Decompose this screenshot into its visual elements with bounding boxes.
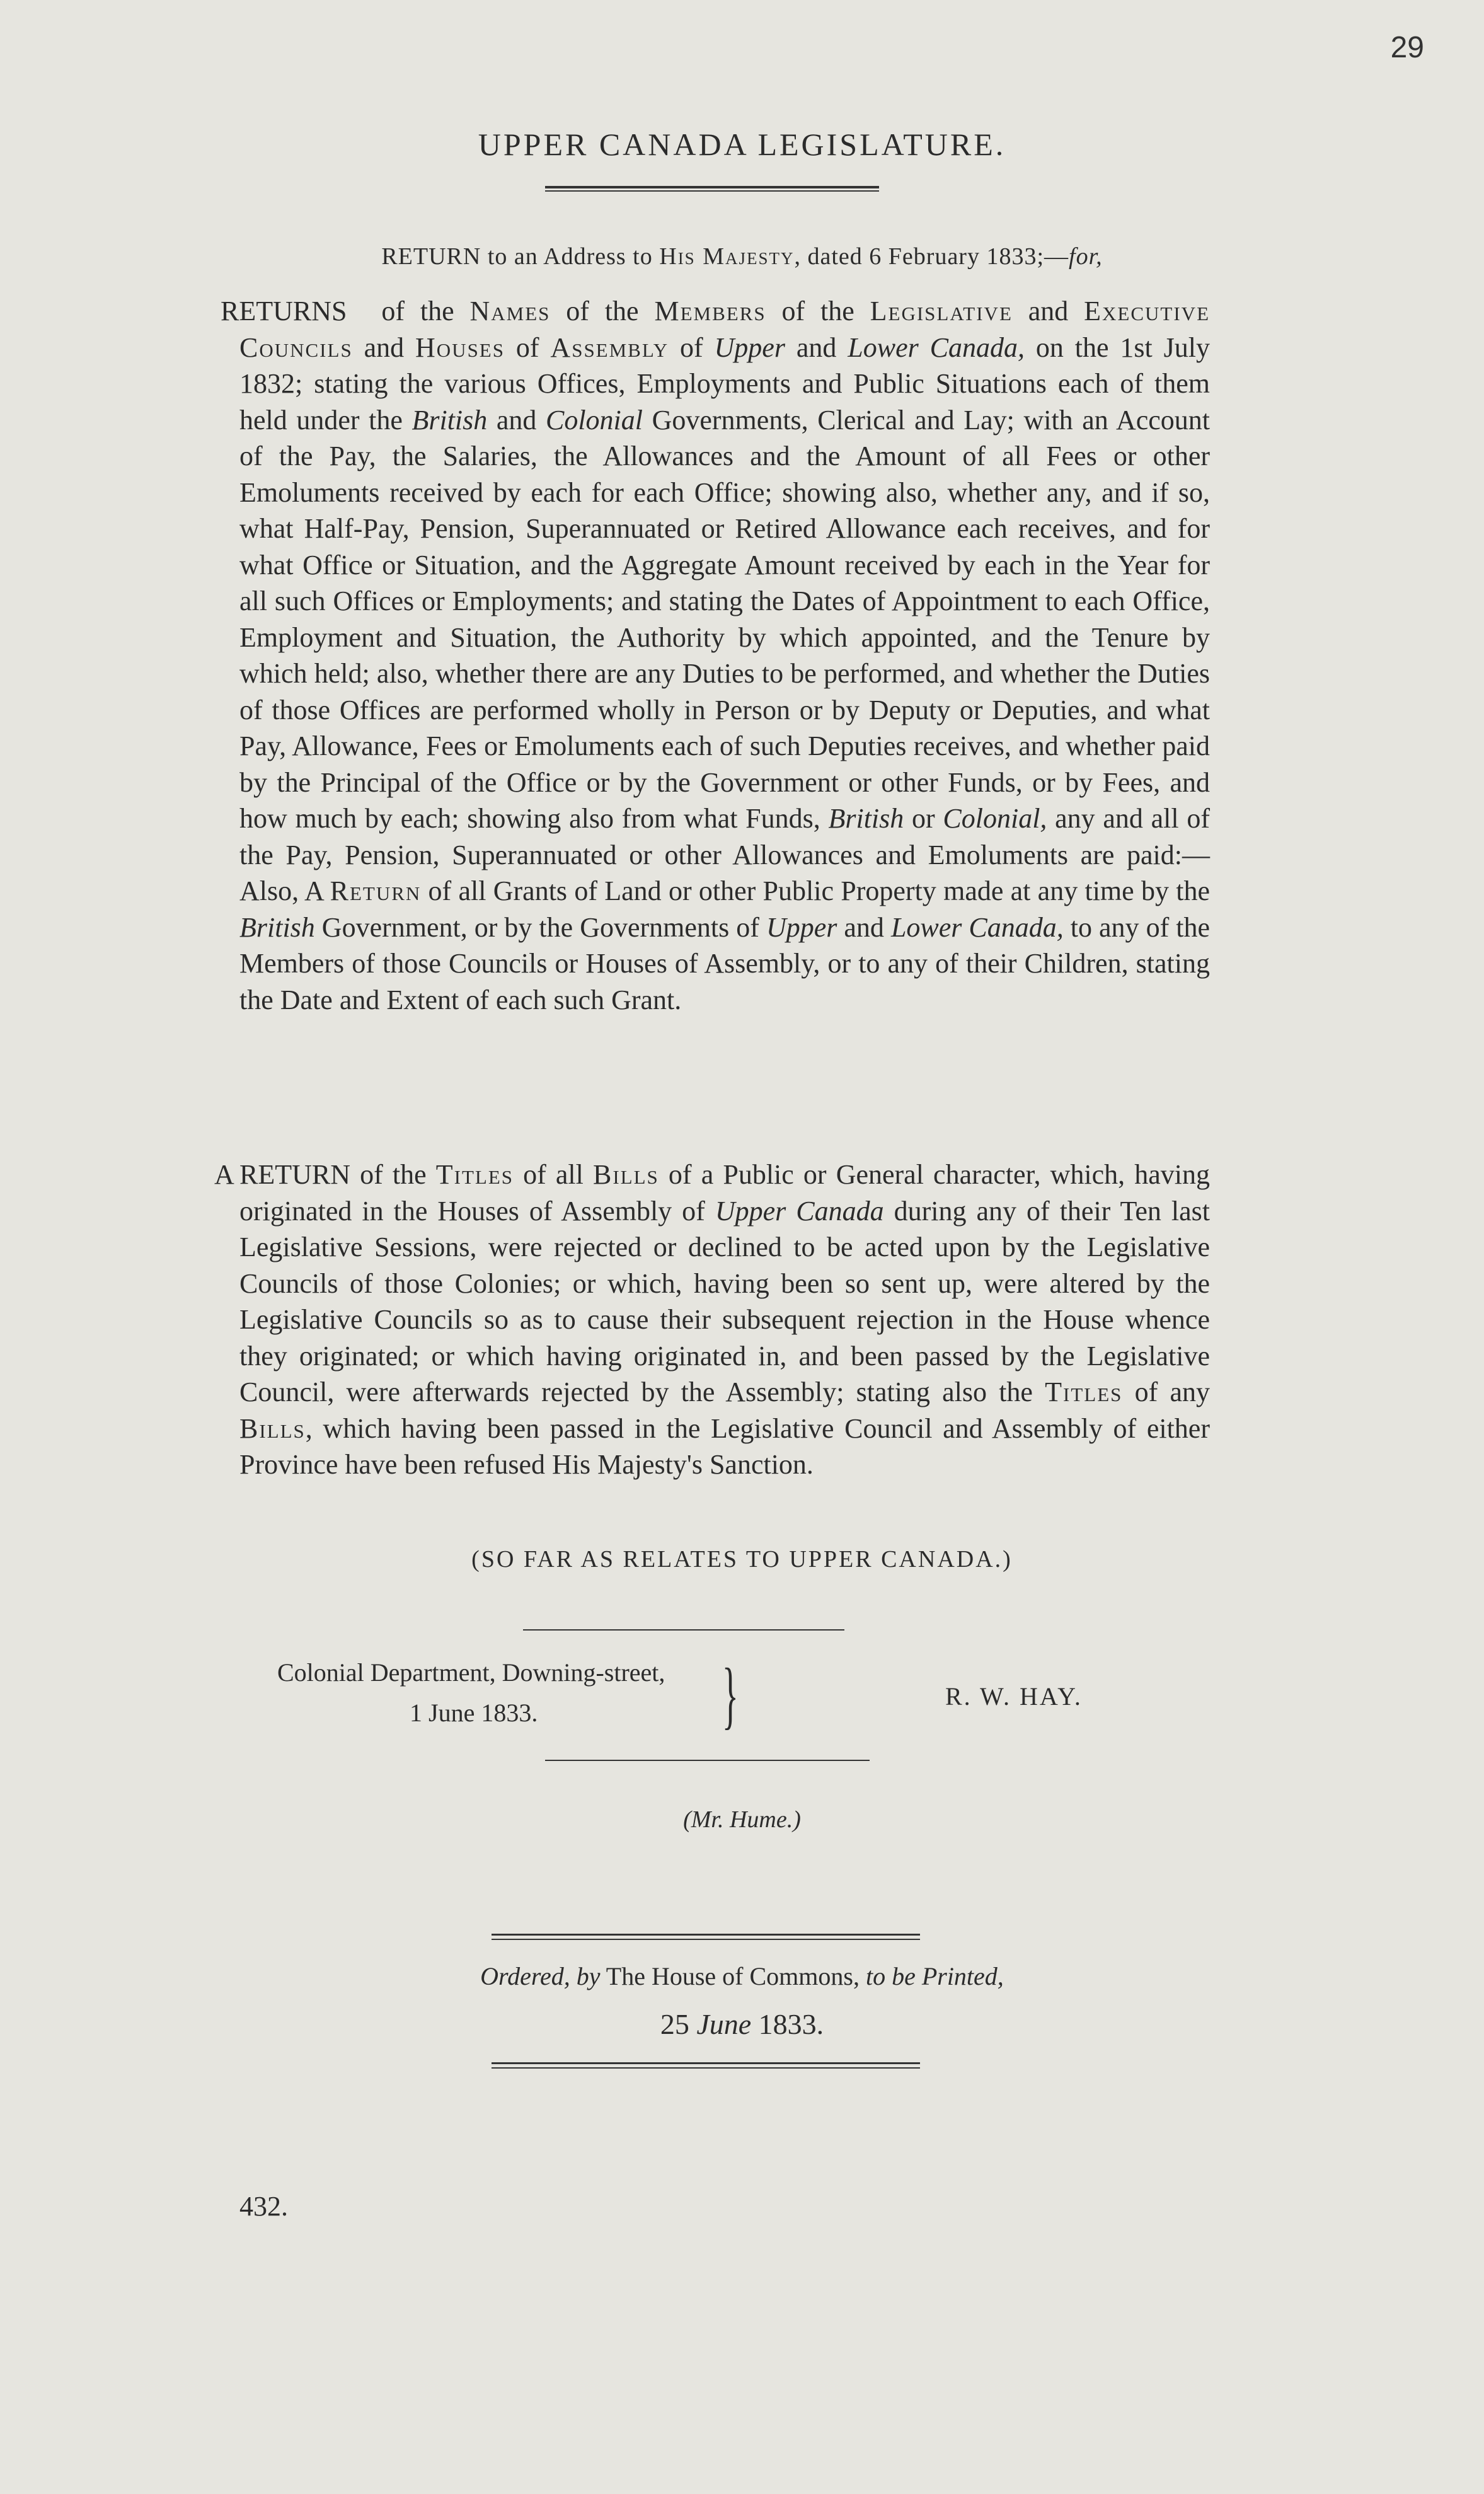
paragraph-lead: RETURNS [221, 296, 347, 326]
double-rule-top [492, 1934, 920, 1936]
signature-department: Colonial Department, Downing-street, [277, 1658, 665, 1687]
subtitle-for: for, [1069, 243, 1103, 270]
mover-name: (Mr. Hume.) [683, 1806, 801, 1833]
sessional-paper-number: 432. [239, 2191, 288, 2222]
returns-paragraph: RETURNS of the Names of the Members of the Legislative and Executive Councils and Houses of Assembly of Upper and Lower Canada, on the 1st July 1832; stating the various Offices, Employments and Public Situations each of them held under the British and Colonial Governments, Clerical and Lay; with an Account of the Pay, the Salaries, the Allowances and the Amount of all Fees or other Emoluments received by each for each Office; showing also, whether any, and if so, what Half-Pay, Pension, Superannuated or Retired Allowance each receives, and for what Office or Situation, and the Aggregate Amount received by each in the Year for all such Offices or Employments; and stating the Dates of Appointment to each Office, Employment and Situation, the Authority by which appointed, and the Tenure by which held; also, whether there are any Duties to be performed, and whether the Duties of those Offices are performed wholly in Person or by Deputy or Deputies, and what Pay, Allowance, Fees or Emoluments each of such Deputies receives, and whether paid by the Principal of the Office or by the Government or other Funds, or by Fees, and how much by each; showing also from what Funds, British or Colonial, any and all of the Pay, Pension, Superannuated or other Allowances and Emoluments are paid:— Also, A Return of all Grants of Land or other Public Property made at any time by the British Government, or by the Governments of Upper and Lower Canada, to any of the Members of those Councils or Houses of Assembly, or to any of their Children, stating the Date and Extent of each such Grant. [239, 293, 1210, 1018]
double-rule-bottom [492, 2062, 920, 2064]
brace-symbol: } [722, 1653, 739, 1736]
subtitle-prefix: RETURN to an Address to [381, 243, 660, 270]
subtitle-majesty: His Majesty [659, 243, 795, 270]
separator-rule [545, 1760, 870, 1761]
double-rule-top-thin [492, 1939, 920, 1940]
signature-name: R. W. HAY. [945, 1682, 1083, 1711]
ordered-line: Ordered, by The House of Commons, to be Printed, [480, 1962, 1004, 1990]
separator-rule [523, 1629, 844, 1631]
page-number: 29 [1390, 31, 1424, 64]
signature-date: 1 June 1833. [410, 1699, 538, 1727]
title-rule-thin [545, 190, 879, 192]
paragraph-lead: A [214, 1159, 234, 1190]
ordered-date: 25 June 1833. [660, 2008, 824, 2040]
scope-note: (SO FAR AS RELATES TO UPPER CANADA.) [471, 1546, 1013, 1573]
subtitle-suffix: , dated 6 February 1833;— [794, 243, 1069, 270]
document-subtitle [0, 243, 1484, 270]
title-rule [545, 186, 879, 188]
double-rule-bottom-thin [492, 2067, 920, 2069]
document-title: UPPER CANADA LEGISLATURE. [478, 127, 1006, 162]
signature-block [0, 1653, 1484, 1736]
bills-paragraph: A RETURN of the Titles of all Bills of a Public or General character, which, having originated in the Houses of Assembly of Upper Canada during any of their Ten last Legislative Sessions, were rejected or declined to be acted upon by the Legislative Councils of those Colonies; or which, having been so sent up, were altered by the Legislative Councils so as to cause their subsequent rejection in the House whence they originated; or which having originated in, and been passed by the Legislative Council, were afterwards rejected by the Assembly; stating also the Titles of any Bills, which having been passed in the Legislative Council and Assembly of either Province have been refused His Majesty's Sanction. [239, 1157, 1210, 1483]
